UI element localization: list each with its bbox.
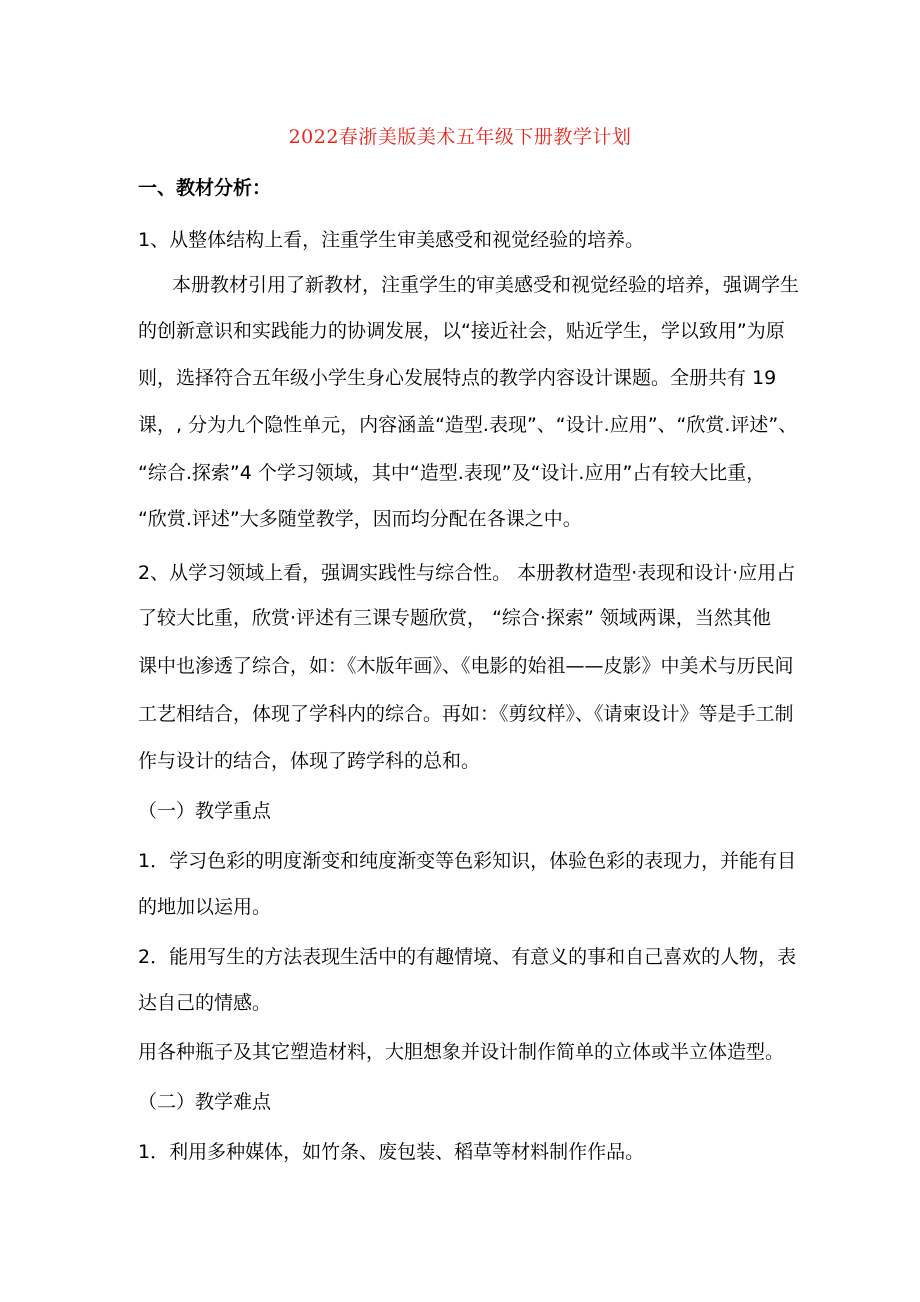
paragraph-line: 本册教材引用了新教材，注重学生的审美感受和视觉经验的培养，强调学生 <box>172 274 800 296</box>
paragraph-line: 1．学习色彩的明度渐变和纯度渐变等色彩知识，体验色彩的表现力，并能有目 <box>138 850 797 872</box>
subsection-heading-key-points: （一）教学重点 <box>138 800 272 822</box>
paragraph-line: 了较大比重，欣赏·评述有三课专题欣赏， “综合·探索” 领域两课，当然其他 <box>138 607 771 629</box>
document-title: 2022春浙美版美术五年级下册教学计划 <box>288 126 632 148</box>
paragraph-line: 则，选择符合五年级小学生身心发展特点的教学内容设计课题。全册共有 19 <box>138 367 777 389</box>
paragraph-line: 达自己的情感。 <box>138 992 272 1014</box>
paragraph-line: 工艺相结合，体现了学科内的综合。再如：《剪纹样》、《请柬设计》等是手工制 <box>138 703 794 725</box>
section-heading-materials-analysis: 一、教材分析： <box>138 177 272 199</box>
paragraph-line: 的创新意识和实践能力的协调发展，以“接近社会，贴近学生，学以致用”为原 <box>138 320 785 342</box>
paragraph-line: 的地加以运用。 <box>138 896 272 918</box>
subsection-heading-difficulties: （二）教学难点 <box>138 1091 272 1113</box>
paragraph-line: 1．利用多种媒体，如竹条、废包装、稻草等材料制作作品。 <box>138 1141 645 1163</box>
paragraph-line: “欣赏.评述”大多随堂教学，因而均分配在各课之中。 <box>138 508 582 530</box>
paragraph-line: 课中也渗透了综合，如：《木版年画》、《电影的始祖——皮影》中美术与历民间 <box>138 655 794 677</box>
paragraph-line: 2、从学习领域上看，强调实践性与综合性。 本册教材造型·表现和设计·应用占 <box>138 562 796 584</box>
paragraph-line: “综合.探索”4 个学习领域，其中“造型.表现”及“设计.应用”占有较大比重， <box>138 462 766 484</box>
paragraph-line: 课，, 分为九个隐性单元，内容涵盖“造型.表现”、“设计.应用”、“欣赏.评述”、 <box>138 414 798 436</box>
paragraph-line: 作与设计的结合，体现了跨学科的总和。 <box>138 750 481 772</box>
paragraph-line: 用各种瓶子及其它塑造材料，大胆想象并设计制作简单的立体或半立体造型。 <box>138 1041 785 1063</box>
paragraph-line: 1、从整体结构上看，注重学生审美感受和视觉经验的培养。 <box>138 229 645 251</box>
paragraph-line: 2．能用写生的方法表现生活中的有趣情境、有意义的事和自己喜欢的人物，表 <box>138 946 797 968</box>
